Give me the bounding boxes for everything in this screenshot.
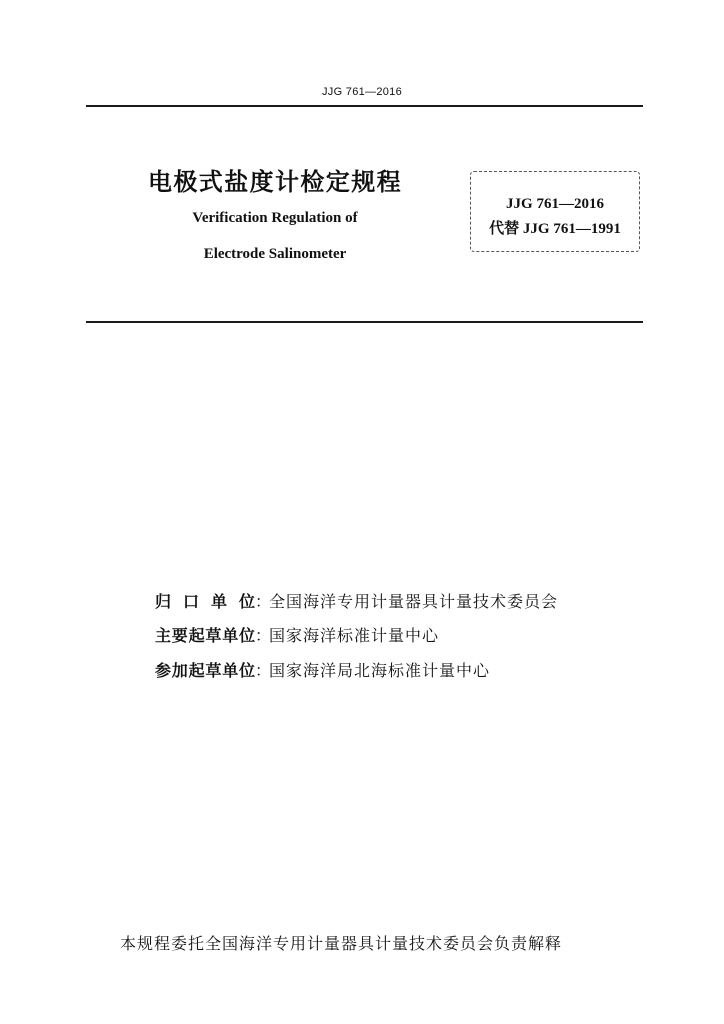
responsible-unit-row [155, 591, 558, 613]
unit-value: 国家海洋局北海标准计量中心 [269, 661, 491, 680]
title-english-line-2: Electrode Salinometer [203, 246, 347, 262]
title-chinese: 电极式盐度计检定规程 [148, 168, 402, 196]
title-rule [86, 321, 643, 323]
replaces-code: 代替 JJG 761—1991 [489, 221, 621, 237]
standard-code-box [470, 171, 640, 252]
unit-label: 参加起草单位 [155, 661, 255, 680]
header-rule [86, 105, 643, 107]
interpretation-note: 本规程委托全国海洋专用计量器具计量技术委员会负责解释 [120, 934, 563, 953]
unit-colon: ： [255, 661, 272, 680]
header-standard-code: JJG 761—2016 [321, 86, 403, 98]
unit-value: 国家海洋标准计量中心 [269, 626, 440, 645]
unit-label: 归 口 单 位 [155, 592, 255, 611]
title-english-line-1: Verification Regulation of [192, 210, 358, 226]
unit-colon: ： [255, 592, 272, 611]
standard-code: JJG 761—2016 [506, 196, 604, 212]
unit-value: 全国海洋专用计量器具计量技术委员会 [269, 592, 559, 611]
unit-label: 主要起草单位 [155, 626, 255, 645]
main-drafting-unit-row [155, 625, 439, 647]
unit-colon: ： [255, 626, 272, 645]
participating-drafting-unit-row [155, 660, 490, 682]
